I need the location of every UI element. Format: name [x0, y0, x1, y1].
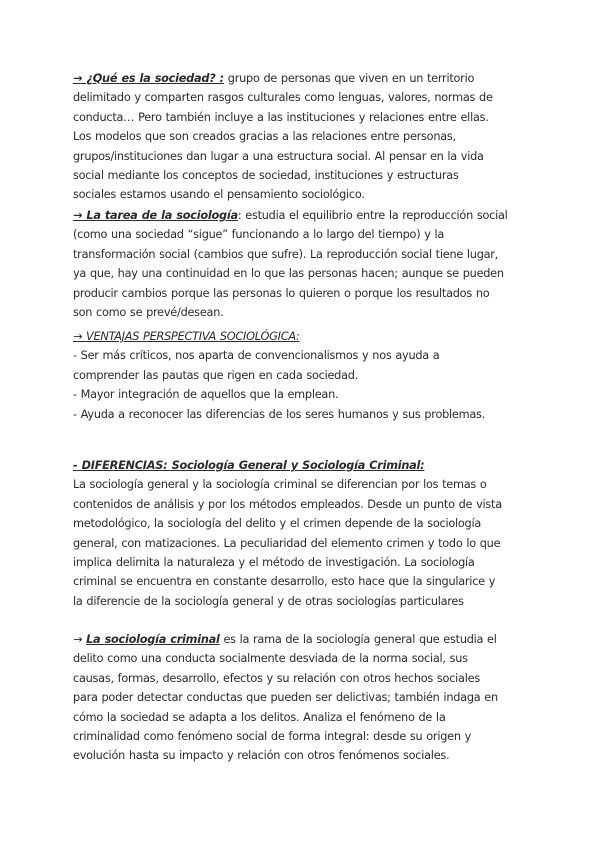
text-line: → La tarea de la sociología: estudia el equilibrio entre la reproducción social: [73, 209, 508, 222]
text-line: la diferencie de la sociología general y de otras sociologías particulares: [73, 594, 464, 608]
text-line: → La sociología criminal es la rama de la sociología general que estudia el: [73, 633, 497, 646]
text-line: producir cambios porque las personas lo quieren o porque los resultados no: [73, 286, 490, 300]
text-line: delito como una conducta socialmente desviada de la norma social, sus: [73, 652, 468, 666]
section-que-es-la-sociedad: [73, 69, 533, 205]
text-line: delimitado y comparten rasgos culturales como lenguas, valores, normas de: [73, 91, 493, 105]
text-line: son como se prevé/desean.: [73, 306, 224, 320]
text-line: evolución hasta su impacto y relación con otros fenómenos sociales.: [73, 749, 450, 763]
text-line: contenidos de análisis y por los métodos empleados. Desde un punto de vista: [73, 497, 502, 511]
text-line: causas, formas, desarrollo, efectos y su relación con otros hechos sociales: [73, 671, 480, 685]
text-line: ya que, hay una continuidad en lo que las personas hacen; aunque se pueden: [73, 267, 504, 281]
text-line: conducta… Pero también incluye a las instituciones y relaciones entre ellas.: [73, 110, 489, 124]
text-line: social mediante los conceptos de sociedad, instituciones y estructuras: [73, 169, 459, 183]
text-line: Los modelos que son creados gracias a las relaciones entre personas,: [73, 130, 456, 144]
text-line: criminal se encuentra en constante desarrollo, esto hace que la singularice y: [73, 575, 496, 589]
text-line: comprender las pautas que rigen en cada sociedad.: [73, 368, 359, 382]
section-heading: La sociología criminal: [86, 633, 220, 646]
text-line: transformación social (cambios que sufre). La reproducción social tiene lugar,: [73, 247, 499, 261]
text-line: general, con matizaciones. La peculiaridad del elemento crimen y todo lo que: [73, 536, 501, 550]
text-line: para poder detectar conductas que pueden ser delictivas; también indaga en: [73, 691, 498, 705]
section-heading: - DIFERENCIAS: Sociología General y Sociología Criminal:: [73, 459, 425, 472]
text-line: implica delimita la naturaleza y el método de investigación. La sociología: [73, 556, 475, 570]
section-heading: → La tarea de la sociología: [73, 209, 238, 222]
section-heading: → VENTAJAS PERSPECTIVA SOCIOLÓGICA:: [73, 330, 300, 343]
text-line: La sociología general y la sociología criminal se diferencian por los temas o: [73, 478, 487, 492]
section-diferencias: [73, 456, 533, 611]
text-line: (como una sociedad “sigue” funcionando a lo largo del tiempo) y la: [73, 228, 445, 242]
text-line: → ¿Qué es la sociedad? : grupo de personas que viven en un territorio: [73, 72, 475, 85]
section-heading: → ¿Qué es la sociedad? :: [73, 72, 224, 85]
text-line: - Ayuda a reconocer las diferencias de los seres humanos y sus problemas.: [73, 407, 486, 421]
section-sociologia-criminal: [73, 630, 533, 766]
arrow-glyph: →: [73, 633, 87, 646]
section-tarea-sociologia: [73, 206, 533, 322]
text-line: - Mayor integración de aquellos que la emplean.: [73, 388, 339, 402]
text-line: metodológico, la sociología del delito y el crimen depende de la sociología: [73, 517, 482, 531]
text-line: sociales estamos usando el pensamiento sociológico.: [73, 188, 365, 202]
text-line: grupos/instituciones dan lugar a una estructura social. Al pensar en la vida: [73, 149, 484, 163]
text-line: - Ser más críticos, nos aparta de convencionalismos y nos ayuda a: [73, 349, 440, 363]
text-line: cómo la sociedad se adapta a los delitos. Analiza el fenómeno de la: [73, 710, 446, 724]
text-line: criminalidad como fenómeno social de forma integral: desde su origen y: [73, 730, 472, 744]
section-ventajas: [73, 327, 533, 424]
